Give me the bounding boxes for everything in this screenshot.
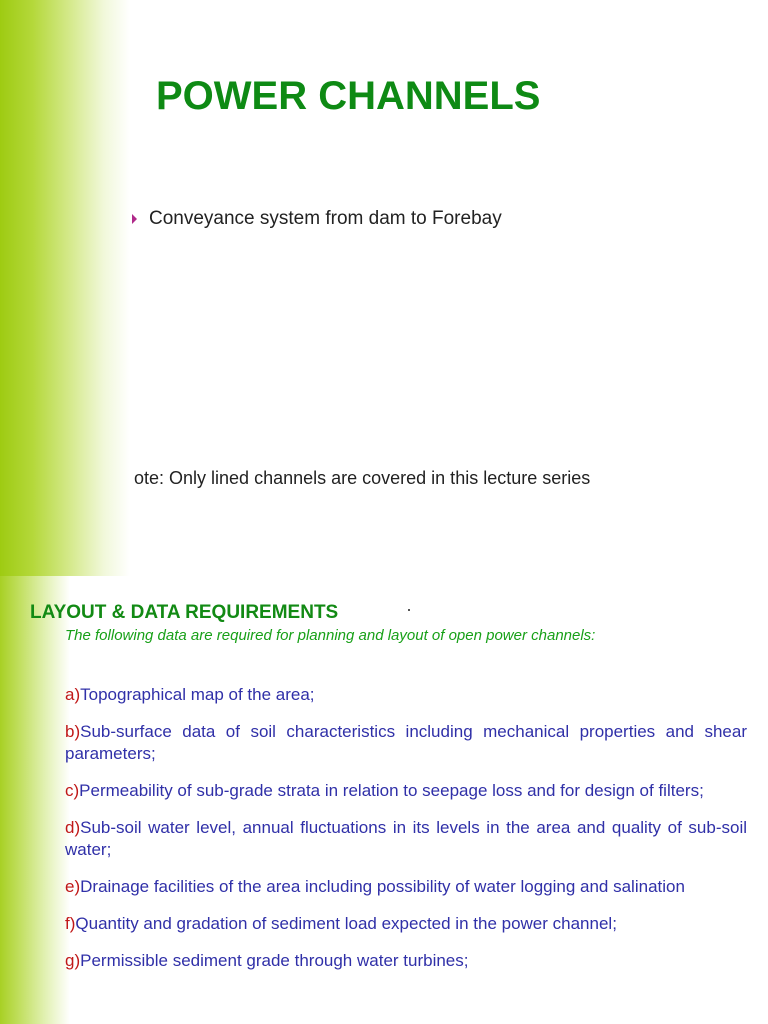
green-gradient-bar xyxy=(0,0,130,576)
stray-dot xyxy=(408,609,410,611)
green-gradient-bar xyxy=(0,576,70,1024)
list-item xyxy=(65,721,747,765)
item-letter: b) xyxy=(65,722,81,741)
triangle-bullet-icon xyxy=(132,214,137,224)
slide-layout-data-requirements xyxy=(0,576,768,1024)
list-item xyxy=(65,950,747,972)
requirements-list xyxy=(65,684,747,987)
item-letter: g) xyxy=(65,951,81,970)
item-text: Permeability of sub-grade strata in relation to seepage loss and for design of filters; xyxy=(79,781,704,800)
item-text: Drainage facilities of the area including possibility of water logging and salination xyxy=(80,877,685,896)
list-item xyxy=(65,780,747,802)
bullet-text: Conveyance system from dam to Forebay xyxy=(149,208,502,229)
item-letter: d) xyxy=(65,818,81,837)
section-subtitle: The following data are required for planning and layout of open power channels: xyxy=(65,627,596,644)
item-text: Topographical map of the area; xyxy=(80,685,315,704)
section-heading: LAYOUT & DATA REQUIREMENTS xyxy=(30,602,339,623)
bullet-item xyxy=(130,208,502,230)
item-text: Sub-surface data of soil characteristics including mechanical properties and shear parameters; xyxy=(65,722,747,763)
item-text: Permissible sediment grade through water turbines; xyxy=(80,951,469,970)
item-text: Quantity and gradation of sediment load expected in the power channel; xyxy=(75,914,617,933)
item-letter: e) xyxy=(65,877,81,896)
list-item xyxy=(65,913,747,935)
item-letter: c) xyxy=(65,781,80,800)
list-item xyxy=(65,684,747,706)
note-text: ote: Only lined channels are covered in this lecture series xyxy=(134,468,591,488)
slide-title: POWER CHANNELS xyxy=(156,74,541,118)
item-letter: f) xyxy=(65,914,76,933)
list-item xyxy=(65,876,747,898)
item-letter: a) xyxy=(65,685,81,704)
item-text: Sub-soil water level, annual fluctuations in its levels in the area and quality of sub-soil water; xyxy=(65,818,747,859)
list-item xyxy=(65,817,747,861)
